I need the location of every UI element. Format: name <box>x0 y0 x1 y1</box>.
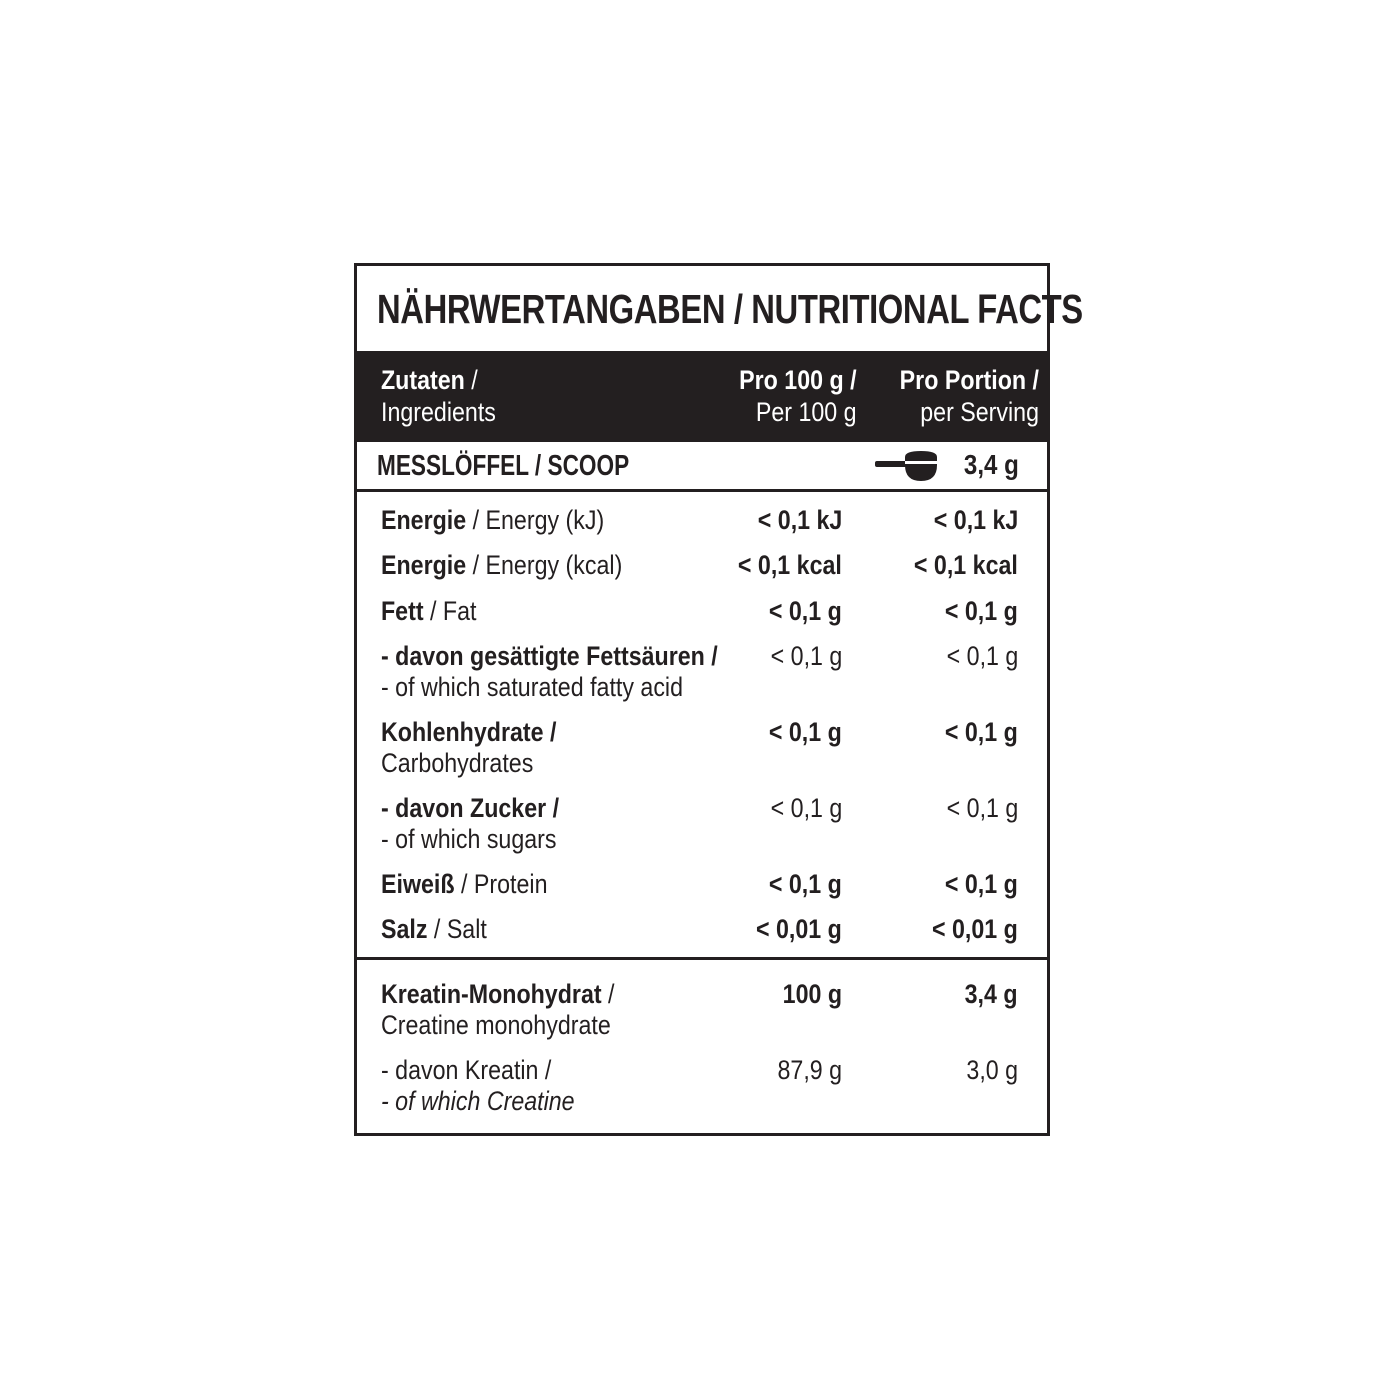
header-per-100g <box>740 364 857 428</box>
value-per-serving: < 0,1 kcal <box>914 550 1018 580</box>
nutrient-name-de: Salz <box>381 914 428 944</box>
nutrient-name <box>381 717 556 779</box>
value-per-serving: < 0,1 g <box>945 869 1018 899</box>
value-per-100g: < 0,1 kJ <box>757 505 842 535</box>
nutrient-name-de: Eiweiß <box>381 869 455 899</box>
creatine-name-en: Creatine monohydrate <box>381 1010 611 1040</box>
scoop-label: MESSLÖFFEL / SCOOP <box>377 450 630 482</box>
nutrient-name-en: / Energy (kcal) <box>466 550 623 580</box>
header-sep: / <box>464 365 478 395</box>
header-ingredients <box>381 364 496 428</box>
table-header <box>357 351 1047 442</box>
value-per-100g: < 0,1 g <box>769 717 842 747</box>
nutrient-name-de: - davon gesättigte Fettsäuren / <box>381 641 718 671</box>
nutrient-name-en: / Energy (kJ) <box>466 505 605 535</box>
nutrient-name-de: Energie <box>381 550 467 580</box>
nutrient-name <box>381 869 547 900</box>
header-per-100g-de: Pro 100 g / <box>739 365 857 395</box>
header-per-serving-en: per Serving <box>920 397 1039 427</box>
value-per-serving: < 0,01 g <box>932 914 1018 944</box>
nutrient-name-en: - of which saturated fatty acid <box>381 672 684 702</box>
creatine-per-serving: 3,4 g <box>965 979 1018 1009</box>
nutrient-name-de: Fett <box>381 596 424 626</box>
nutrient-name-en: - of which sugars <box>381 824 557 854</box>
panel-title: NÄHRWERTANGABEN / NUTRITIONAL FACTS <box>377 286 1083 332</box>
nutrient-name <box>381 550 622 581</box>
header-ingredients-en: Ingredients <box>381 397 496 427</box>
nutrition-facts-panel <box>354 263 1083 1136</box>
scoop-value: 3,4 g <box>964 449 1019 480</box>
value-per-100g: < 0,1 g <box>769 869 842 899</box>
nutrient-name <box>381 596 476 627</box>
header-per-serving <box>900 364 1039 428</box>
header-ingredients-de: Zutaten <box>381 365 465 395</box>
kreatin-name-de: - davon Kreatin / <box>381 1055 552 1085</box>
kreatin-per-serving: 3,0 g <box>966 1055 1018 1085</box>
header-per-100g-en: Per 100 g <box>756 397 857 427</box>
value-per-100g: < 0,1 g <box>770 793 842 823</box>
value-per-serving: < 0,1 g <box>946 641 1018 671</box>
scoop-icon <box>875 451 941 481</box>
nutrient-name-de: Kohlenhydrate / <box>381 717 557 747</box>
nutrient-name-en: Carbohydrates <box>381 748 534 778</box>
creatine-name <box>381 979 615 1041</box>
value-per-100g: < 0,1 kcal <box>738 550 842 580</box>
kreatin-name <box>381 1055 575 1117</box>
nutrient-name-en: / Protein <box>454 869 548 899</box>
nutrient-name-de: Energie <box>381 505 467 535</box>
value-per-100g: < 0,1 g <box>769 596 842 626</box>
creatine-per-100g: 100 g <box>782 979 842 1009</box>
nutrient-name <box>381 505 604 536</box>
value-per-serving: < 0,1 g <box>945 717 1018 747</box>
value-per-100g: < 0,01 g <box>756 914 842 944</box>
value-per-serving: < 0,1 g <box>945 596 1018 626</box>
creatine-name-de: Kreatin-Monohydrat <box>381 979 602 1009</box>
nutrient-name <box>381 641 718 703</box>
kreatin-per-100g: 87,9 g <box>777 1055 842 1085</box>
value-per-100g: < 0,1 g <box>770 641 842 671</box>
creatine-sep: / <box>601 979 615 1009</box>
section-divider <box>357 957 1047 960</box>
header-per-serving-de: Pro Portion / <box>899 365 1039 395</box>
nutrient-name <box>381 914 487 945</box>
kreatin-name-en: - of which Creatine <box>381 1086 575 1116</box>
nutrient-name-en: / Fat <box>423 596 477 626</box>
value-per-serving: < 0,1 g <box>946 793 1018 823</box>
nutrient-name-de: - davon Zucker / <box>381 793 560 823</box>
value-per-serving: < 0,1 kJ <box>933 505 1018 535</box>
nutrient-name <box>381 793 559 855</box>
nutrient-name-en: / Salt <box>427 914 487 944</box>
scoop-row <box>357 442 1047 492</box>
